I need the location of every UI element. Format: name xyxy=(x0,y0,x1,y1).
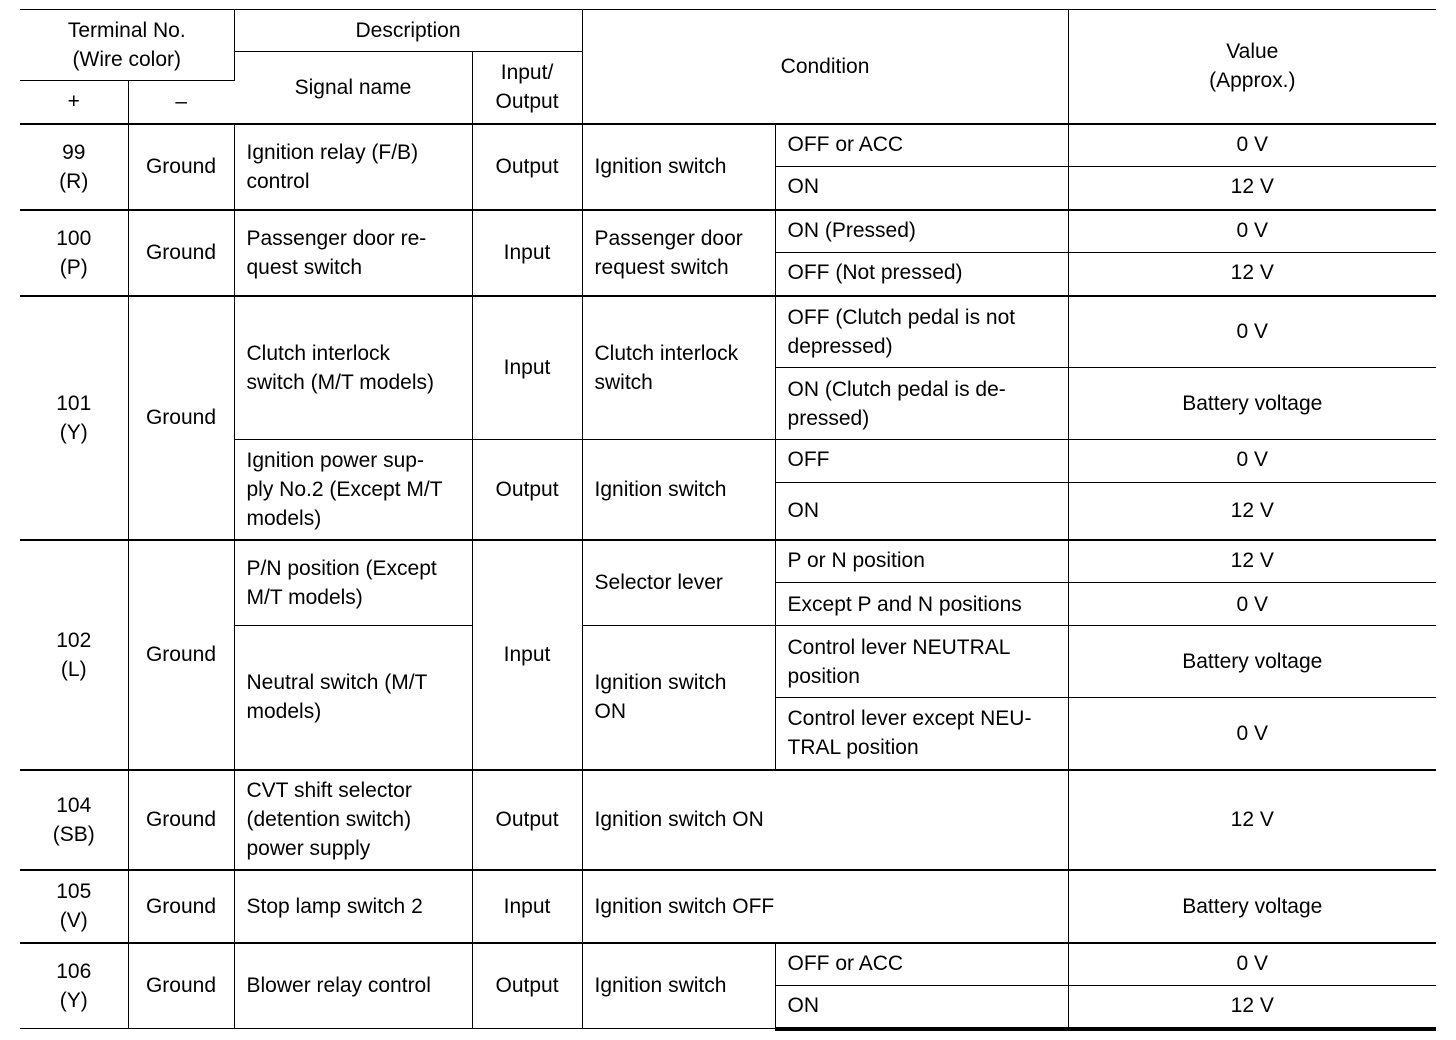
signal-name: Ignition relay (F/B) control xyxy=(234,124,472,210)
ground-cell: Ground xyxy=(128,210,234,296)
terminal-number: 106 (Y) xyxy=(20,943,128,1029)
condition-state: Except P and N positions xyxy=(775,583,1068,626)
table-row xyxy=(20,124,1436,167)
terminal-number: 101 (Y) xyxy=(20,296,128,540)
condition-state: OFF xyxy=(775,440,1068,483)
value-cell: 0 V xyxy=(1068,440,1436,483)
value-cell: 0 V xyxy=(1068,296,1436,368)
terminal-number: 99 (R) xyxy=(20,124,128,210)
condition-state: OFF or ACC xyxy=(775,943,1068,986)
header-description: Description xyxy=(234,10,582,52)
ground-cell: Ground xyxy=(128,770,234,870)
condition: Clutch interlock switch xyxy=(582,296,775,440)
ground-cell: Ground xyxy=(128,870,234,943)
condition: Ignition switch ON xyxy=(582,626,775,770)
condition-state: OFF (Not pressed) xyxy=(775,253,1068,296)
condition-state: ON xyxy=(775,986,1068,1029)
terminal-number: 104 (SB) xyxy=(20,770,128,870)
input-output: Input xyxy=(472,870,582,943)
signal-name: P/N position (Except M/T models) xyxy=(234,540,472,626)
signal-name: Blower relay control xyxy=(234,943,472,1029)
ground-cell: Ground xyxy=(128,296,234,540)
table-row xyxy=(20,296,1436,368)
header-signal-name: Signal name xyxy=(234,52,472,124)
value-cell: 0 V xyxy=(1068,943,1436,986)
table-row xyxy=(20,540,1436,583)
ground-cell: Ground xyxy=(128,943,234,1029)
signal-name: Neutral switch (M/T models) xyxy=(234,626,472,770)
header-value: Value (Approx.) xyxy=(1068,10,1436,124)
input-output: Output xyxy=(472,770,582,870)
value-cell: 12 V xyxy=(1068,540,1436,583)
input-output: Input xyxy=(472,540,582,770)
header-minus: – xyxy=(128,81,234,124)
value-cell: 12 V xyxy=(1068,253,1436,296)
value-cell: 12 V xyxy=(1068,167,1436,210)
header-terminal-no: Terminal No. (Wire color) xyxy=(20,10,234,81)
value-cell: 12 V xyxy=(1068,770,1436,870)
value-cell: 12 V xyxy=(1068,986,1436,1029)
header-plus: + xyxy=(20,81,128,124)
signal-name: Clutch interlock switch (M/T models) xyxy=(234,296,472,440)
input-output: Input xyxy=(472,296,582,440)
signal-name: Stop lamp switch 2 xyxy=(234,870,472,943)
value-cell: 12 V xyxy=(1068,483,1436,540)
terminal-number: 102 (L) xyxy=(20,540,128,770)
condition: Ignition switch xyxy=(582,124,775,210)
terminal-number: 105 (V) xyxy=(20,870,128,943)
input-output: Output xyxy=(472,440,582,540)
input-output: Output xyxy=(472,124,582,210)
condition-state: ON (Clutch pedal is de- pressed) xyxy=(775,368,1068,440)
header-row-1 xyxy=(20,10,1436,52)
value-cell: Battery voltage xyxy=(1068,368,1436,440)
condition-state: ON (Pressed) xyxy=(775,210,1068,253)
value-cell: 0 V xyxy=(1068,698,1436,770)
condition-state: Control lever NEUTRAL position xyxy=(775,626,1068,698)
condition: Ignition switch OFF xyxy=(582,870,1068,943)
table-row xyxy=(20,943,1436,986)
condition-state: P or N position xyxy=(775,540,1068,583)
condition: Selector lever xyxy=(582,540,775,626)
input-output: Output xyxy=(472,943,582,1029)
header-condition: Condition xyxy=(582,10,1068,124)
input-output: Input xyxy=(472,210,582,296)
terminal-table xyxy=(20,9,1436,1031)
value-cell: 0 V xyxy=(1068,210,1436,253)
condition-state: OFF or ACC xyxy=(775,124,1068,167)
table-row xyxy=(20,770,1436,870)
ground-cell: Ground xyxy=(128,124,234,210)
condition-state: ON xyxy=(775,167,1068,210)
header-input-output: Input/ Output xyxy=(472,52,582,124)
value-cell: Battery voltage xyxy=(1068,626,1436,698)
condition: Ignition switch xyxy=(582,943,775,1029)
condition-state: OFF (Clutch pedal is not depressed) xyxy=(775,296,1068,368)
value-cell: 0 V xyxy=(1068,583,1436,626)
signal-name: Ignition power sup- ply No.2 (Except M/T models) xyxy=(234,440,472,540)
table-row xyxy=(20,870,1436,943)
terminal-table-container xyxy=(20,9,1436,1031)
value-cell: Battery voltage xyxy=(1068,870,1436,943)
condition: Passenger door request switch xyxy=(582,210,775,296)
value-cell: 0 V xyxy=(1068,124,1436,167)
condition: Ignition switch xyxy=(582,440,775,540)
signal-name: CVT shift selector (detention switch) power supply xyxy=(234,770,472,870)
signal-name: Passenger door re- quest switch xyxy=(234,210,472,296)
terminal-number: 100 (P) xyxy=(20,210,128,296)
condition: Ignition switch ON xyxy=(582,770,1068,870)
ground-cell: Ground xyxy=(128,540,234,770)
condition-state: Control lever except NEU- TRAL position xyxy=(775,698,1068,770)
table-row xyxy=(20,210,1436,253)
condition-state: ON xyxy=(775,483,1068,540)
